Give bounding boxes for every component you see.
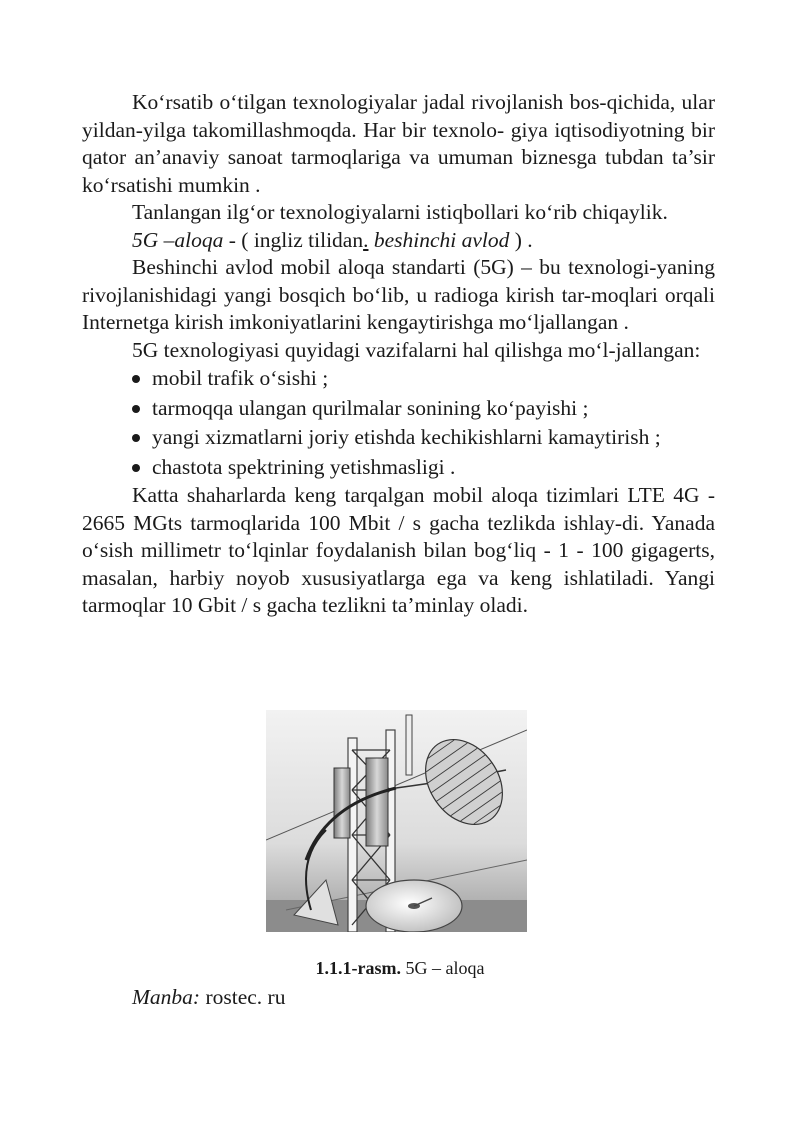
list-item-text: chastota spektrining yetishmasligi . <box>152 454 456 479</box>
bullet-icon <box>132 375 140 383</box>
figure-caption <box>0 956 800 980</box>
fifth-generation-paragraph: Beshinchi avlod mobil aloqa standarti (5G) – bu texnologi-yaning rivojlanishidagi yangi bosqich bo‘lib, u radioga kirish tar-moqlari orqali Internetga kirish imkoniyatlarini kengaytirishga mo‘ljallangan . <box>82 255 715 334</box>
list-item <box>82 394 715 424</box>
list-item-text: yangi xizmatlarni joriy etishda kechikishlarni kamaytirish ; <box>152 425 661 449</box>
tasks-list <box>82 364 715 482</box>
source-label: Manba: <box>132 985 201 1009</box>
big-cities-paragraph: Katta shaharlarda keng tarqalgan mobil aloqa tizimlari LTE 4G - 2665 MGts tarmoqlarida 100 Mbit / s gacha tezlikda ishlay-di. Yanada o‘sish millimetr to‘lqinlar foydalanish bilan bog‘liq - 1 - 100 gigagerts, masalan, harbiy noyob xususiyatlarga ega va keng ishlatiladi. Yangi tarmoqlar 10 Gbit / s gacha tezlikni ta’minlay oladi. <box>82 483 715 617</box>
definition-end: ) . <box>509 227 533 252</box>
bullet-icon <box>132 434 140 442</box>
body-text <box>82 89 715 620</box>
source-line <box>132 984 285 1011</box>
tasks-intro-paragraph: 5G texnologiyasi quyidagi vazifalarni hal qilishga mo‘l-jallangan: <box>132 337 701 362</box>
selected-technologies-paragraph: Tanlangan ilg‘or texnologiyalarni istiqbollari ko‘rib chiqaylik. <box>132 200 668 224</box>
definition-paragraph <box>82 227 715 255</box>
list-item-text: tarmoqqa ulangan qurilmalar sonining ko‘payishi ; <box>152 395 589 420</box>
definition-english: beshinchi avlod <box>368 227 510 252</box>
source-value: rostec. ru <box>200 985 286 1009</box>
bullet-icon <box>132 464 140 472</box>
figure-caption-text: 5G – aloqa <box>401 958 485 978</box>
bullet-icon <box>132 405 140 413</box>
definition-middle: - ( ingliz tilidan <box>223 227 364 252</box>
intro-paragraph: Ko‘rsatib o‘tilgan texnologiyalar jadal rivojlanish bos-qichida, ular yildan-yilga takomillashmoqda. Har bir texnolo- giya iqtisodiyotning bir qator an’anaviy sanoat tarmoqlariga va umuman biznesga tubdan ta’sir ko‘rsatishi mumkin . <box>82 90 715 197</box>
list-item <box>82 453 715 483</box>
antenna-tower-illustration <box>266 710 527 932</box>
list-item <box>82 364 715 394</box>
antenna-tower-image <box>266 710 527 932</box>
figure-caption-label: 1.1.1-rasm. <box>315 958 401 978</box>
definition-term: 5G –aloqa <box>132 227 224 252</box>
definition-dot: . <box>363 227 369 252</box>
list-item-text: mobil trafik o‘sishi ; <box>152 366 329 390</box>
list-item <box>82 423 715 453</box>
